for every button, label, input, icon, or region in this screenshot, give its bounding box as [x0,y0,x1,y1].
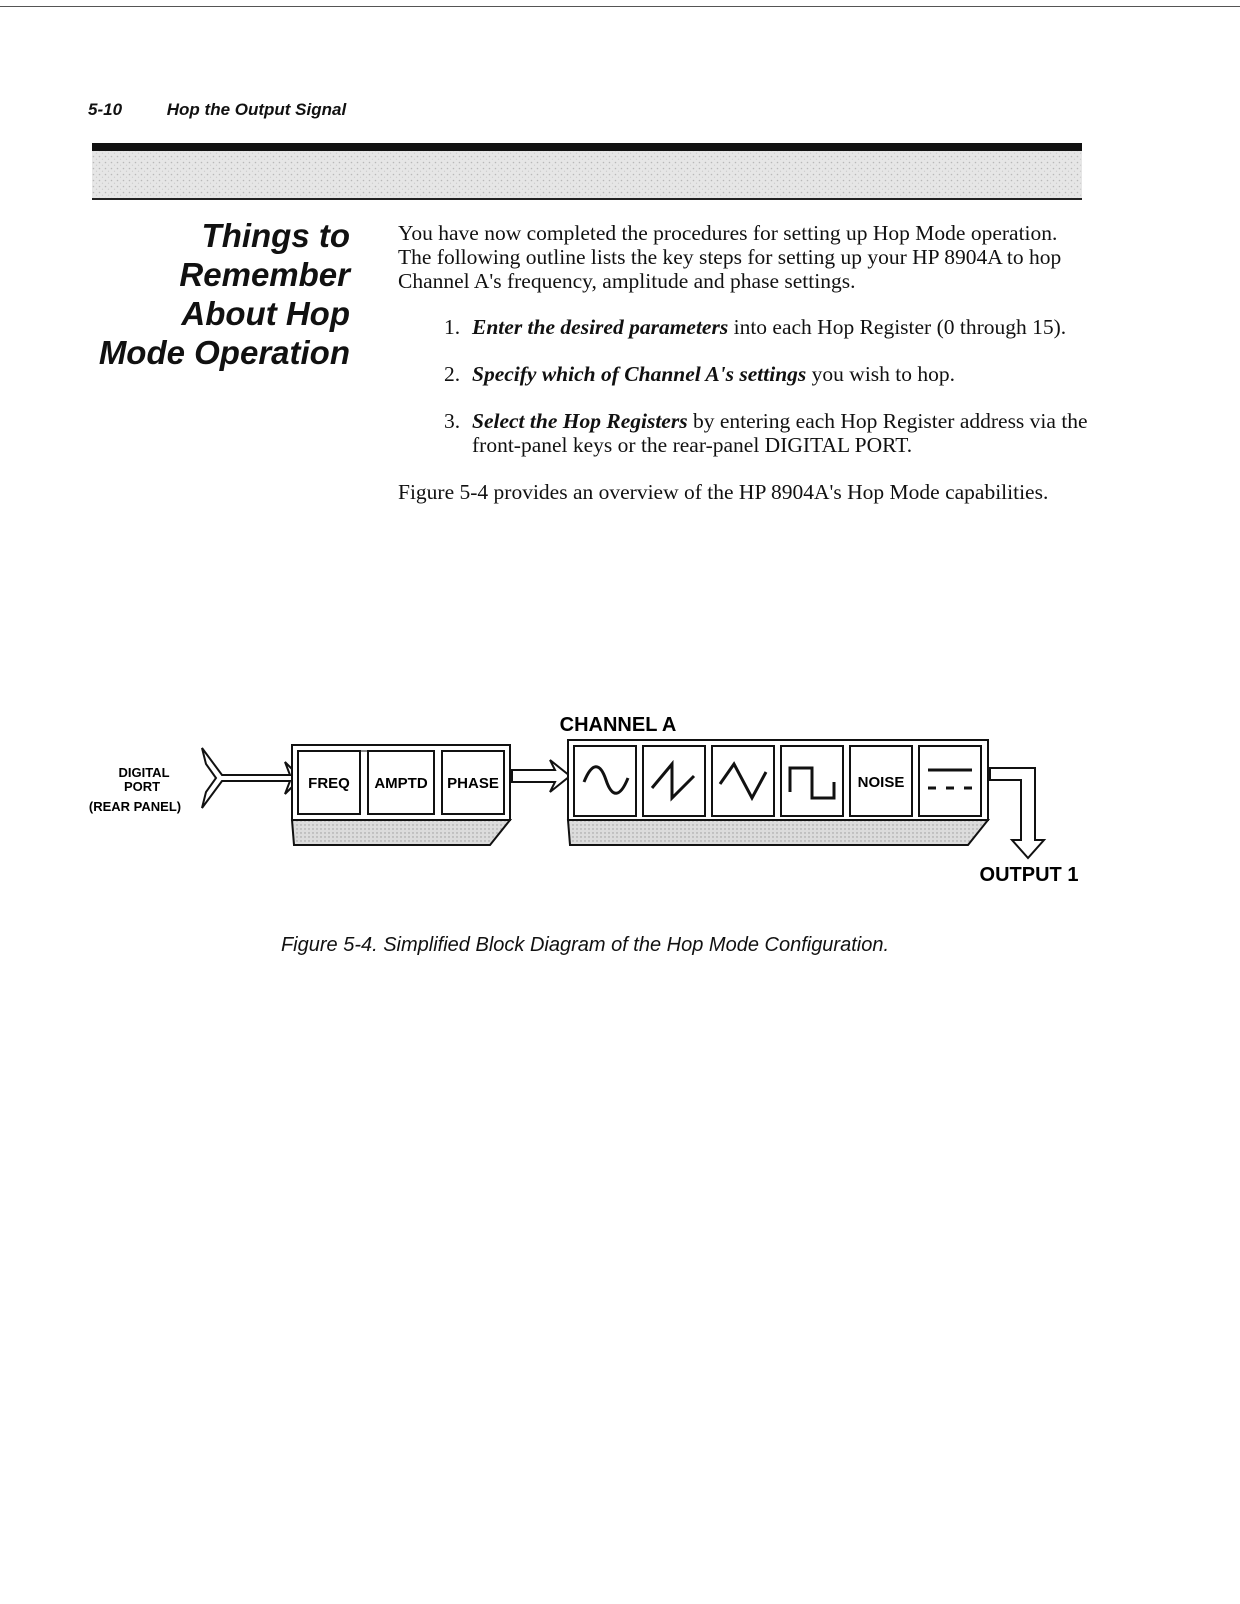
section-banner [92,143,1082,201]
input-label-rear-panel: (REAR PANEL) [88,799,182,814]
input-arrow [202,748,301,808]
step-number: 3. [444,409,461,433]
phase-label: PHASE [447,775,499,792]
dc-block [919,746,981,816]
sidebar-title-line: Remember [179,256,350,293]
section-title: Hop the Output Signal [166,100,347,119]
step-number: 1. [444,315,461,339]
waveform-block-group [568,740,988,845]
page-number: 5-10 [88,100,123,119]
sidebar-title-line: About Hop [181,295,350,332]
step-number: 2. [444,362,461,386]
freq-label: FREQ [308,775,350,792]
input-label-port: PORT [123,779,161,794]
step-text: into each Hop Register (0 through 15). [728,315,1067,339]
intro-paragraph: You have now completed the procedures for setting up Hop Mode operation. The following outline lists the key steps for setting up your HP 8904A to hop Channel A's frequency, amplitude and phase settings. [398,221,1062,293]
step-item [444,362,1088,386]
step-emphasis: Specify which of Channel A's settings [472,362,807,386]
noise-label: NOISE [857,774,905,791]
sidebar-title-line: Mode Operation [98,334,350,371]
channel-a-label: CHANNEL A [559,714,677,736]
steps-list [398,315,1088,457]
figure-reference: Figure 5-4 provides an overview of the HP 8904A's Hop Mode capabilities. [398,480,1049,504]
step-item [444,315,1088,339]
hop-mode-block-diagram [80,700,1080,900]
sidebar-title [60,216,350,372]
step-emphasis: Select the Hop Registers [472,409,688,433]
ramp-block [643,746,705,816]
channel-arrow [512,760,570,792]
running-head [88,100,346,120]
amptd-label: AMPTD [374,775,428,792]
step-emphasis: Enter the desired parameters [472,315,729,339]
output-arrow [990,768,1044,858]
step-text: by entering each Hop Register address via the front-panel keys or the rear-panel DIGITAL PORT. [472,409,1088,457]
input-label-digital: DIGITAL [118,765,170,780]
sidebar-title-line: Things to [201,217,350,254]
parameter-block-group [292,745,510,845]
figure-caption: Figure 5-4. Simplified Block Diagram of the Hop Mode Configuration. [280,934,890,956]
output-1-label: OUTPUT 1 [979,864,1079,886]
step-text: you wish to hop. [806,362,956,386]
top-rule [0,6,1240,7]
body-text [398,221,1088,504]
step-item [444,409,1088,457]
